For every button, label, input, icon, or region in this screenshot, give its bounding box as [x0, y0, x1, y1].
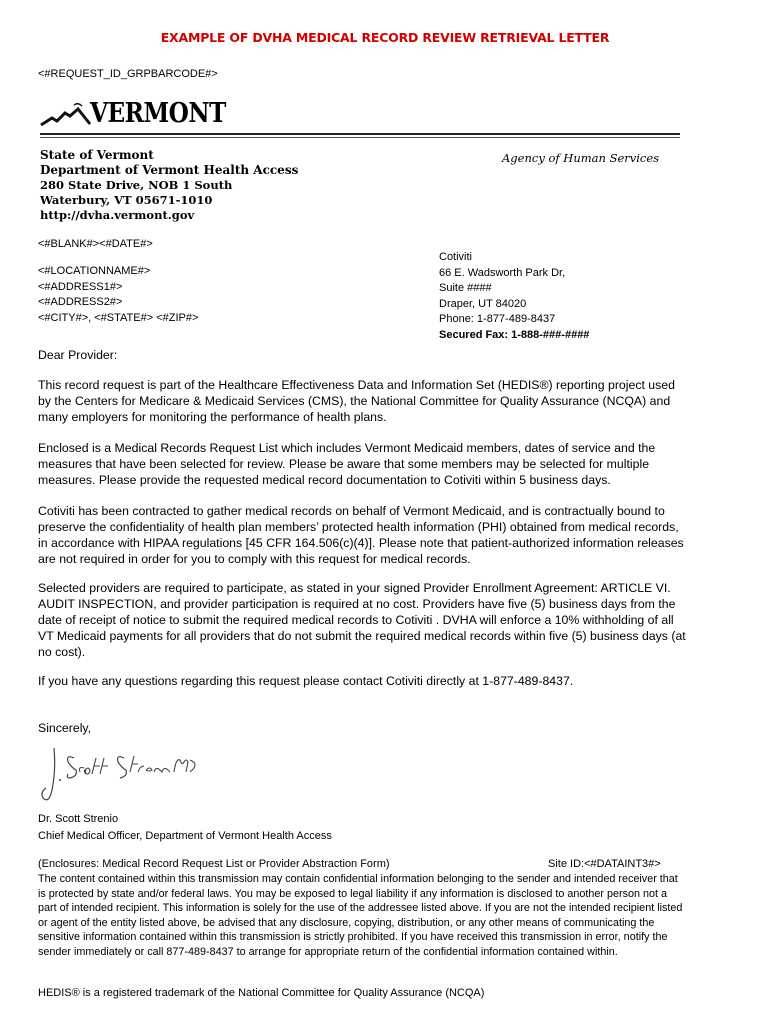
confidentiality-notice: The content contained within this transmission may contain confidential information belonging to the sender and intended receiver that is protected by state and/or federal laws. You may be exposed to legal liability if any information is disclosed to another person not a part of intended recipient. This information is solely for the use of the addressee listed above. If you are not the intended recipient listed or agent of the entity listed above, be advised that any disclosure, copying, distribution, or any other means of communicating the sensitive information contained within this transmission is strictly prohibited. If you have received this transmission in error, notify the sender immediately or call 877-489-8437 to arrange for appropriate return of the confidential information contained within.	[38, 873, 683, 958]
salutation: Dear Provider:	[38, 348, 118, 362]
blank-date-placeholder: <#BLANK#><#DATE#>	[38, 238, 153, 250]
site-id: Site ID:<#DATAINT3#>	[548, 858, 661, 870]
recipient-address	[38, 264, 198, 326]
vendor-phone: Phone: 1-877-489-8437	[439, 313, 556, 325]
enclosures-note: (Enclosures: Medical Record Request List or Provider Abstraction Form)	[38, 858, 390, 870]
signatory-name: Dr. Scott Strenio	[38, 813, 119, 825]
closing: Sincerely,	[38, 721, 92, 735]
recipient-city-state-zip: <#CITY#>, <#STATE#> <#ZIP#>	[38, 311, 199, 324]
paragraph-questions	[38, 673, 688, 689]
sender-department: Department of Vermont Health Access	[40, 163, 299, 177]
vendor-address	[439, 250, 589, 343]
paragraph-text: If you have any questions regarding this request please contact Cotiviti directly at 1-877-489-8437.	[38, 674, 574, 688]
barcode-placeholder: <#REQUEST_ID_GRPBARCODE#>	[38, 68, 218, 80]
sender-block	[40, 148, 298, 223]
document-title: EXAMPLE OF DVHA MEDICAL RECORD REVIEW RETRIEVAL LETTER	[160, 30, 610, 45]
paragraph-cotiviti	[38, 503, 688, 567]
recipient-address2: <#ADDRESS2#>	[38, 296, 123, 308]
trademark-note: HEDIS® is a registered trademark of the National Committee for Quality Assurance (NCQA)	[38, 987, 485, 999]
signatory	[38, 811, 332, 845]
vendor-name: Cotiviti	[439, 251, 473, 263]
vendor-fax: Secured Fax: 1-888-###-####	[439, 328, 590, 341]
sender-city: Waterbury, VT 05671-1010	[40, 193, 213, 207]
agency-name: Agency of Human Services	[502, 151, 660, 165]
signatory-title: Chief Medical Officer, Department of Vermont Health Access	[38, 830, 332, 842]
recipient-address1: <#ADDRESS1#>	[38, 280, 123, 293]
vermont-wordmark: VERMONT	[90, 98, 226, 129]
header-rule-thin	[40, 137, 680, 138]
paragraph-text: Cotiviti has been contracted to gather medical records on behalf of Vermont Medicaid, and is contractually bound to preserve the confidentiality of health plan members’ protected health information (PHI) obtained from medical records, in accordance with HIPAA regulations [45 CFR 164.506(c)(4)]. Please note that patient-authorized information releases are not required in order for you to comply with this request for medical records.	[38, 504, 684, 566]
paragraph-text: Enclosed is a Medical Records Request List which includes Vermont Medicaid members, dates of service and the measures that have been selected for review. Please be aware that some members may be selected for multiple measures. Please provide the requested medical record documentation to Cotiviti within 5 business days.	[38, 441, 656, 487]
vendor-suite: Suite ####	[439, 282, 492, 294]
vendor-city: Draper, UT 84020	[439, 297, 527, 310]
paragraph-participation	[38, 580, 688, 660]
paragraph-enclosed	[38, 440, 688, 488]
paragraph-text: Selected providers are required to participate, as stated in your signed Provider Enrollment Agreement: ARTICLE VI. AUDIT INSPECTION, and provider participation is required at no cost. Providers have five (5) business days from the date of receipt of notice to submit the required medical records to Cotiviti . DVHA will enforce a 10% withholding of all VT Medicaid payments for all providers that do not submit the required medical records within five (5) business days (at no cost).	[38, 581, 686, 659]
header-rule	[40, 133, 680, 135]
paragraph-text: This record request is part of the Healthcare Effectiveness Data and Information Set (HEDIS®) reporting project used by the Centers for Medicare & Medicaid Services (CMS), the National Committee for Quality Assurance (NCQA) and many employers for monitoring the performance of health plans.	[38, 378, 675, 424]
sender-website: http://dvha.vermont.gov	[40, 208, 195, 222]
sender-state: State of Vermont	[40, 148, 154, 162]
mountain-bird-logo-icon	[40, 103, 92, 134]
recipient-location: <#LOCATIONNAME#>	[38, 265, 151, 277]
vendor-street: 66 E. Wadsworth Park Dr,	[439, 266, 566, 279]
signature-image	[40, 740, 200, 808]
paragraph-hedis	[38, 377, 688, 425]
sender-street: 280 State Drive, NOB 1 South	[40, 178, 233, 192]
